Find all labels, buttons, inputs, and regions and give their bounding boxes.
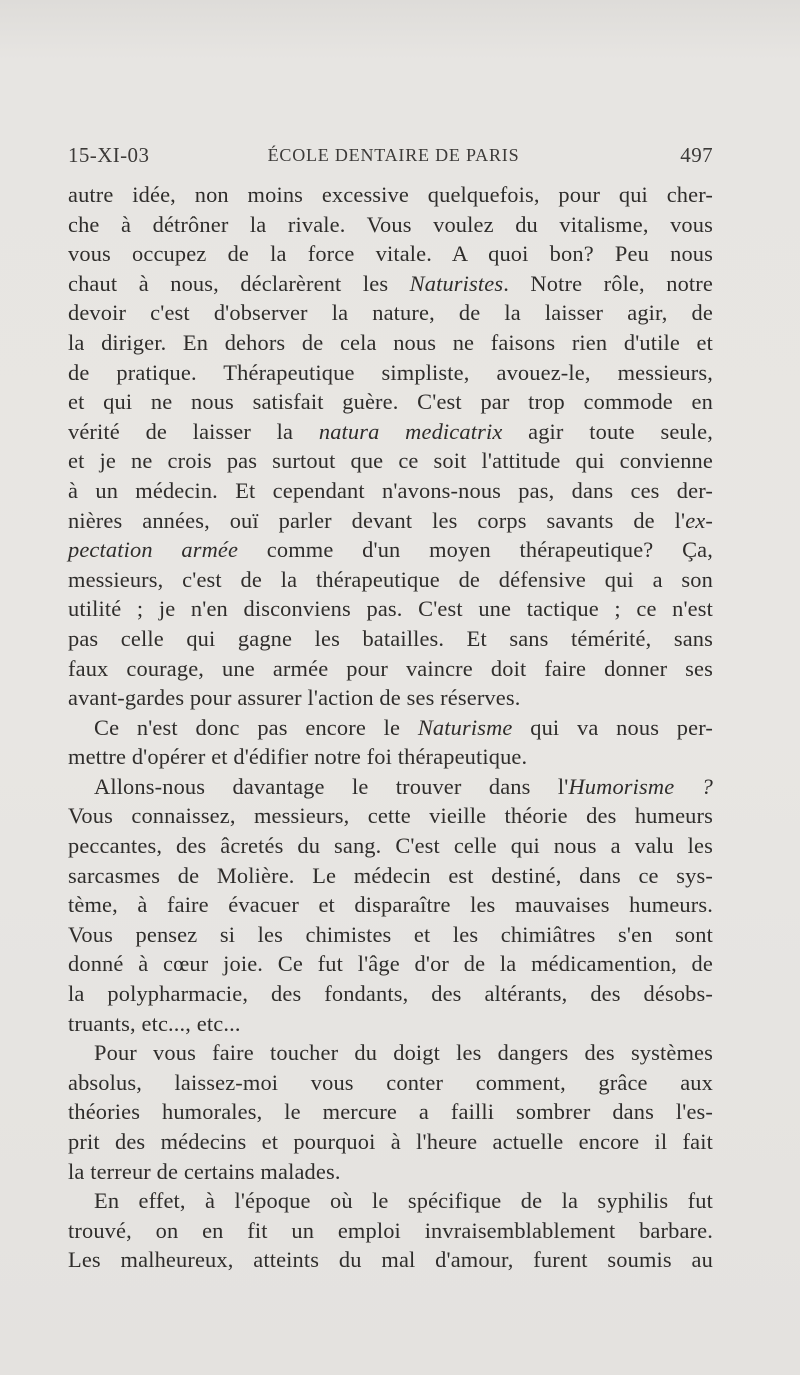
- text-line: [68, 742, 713, 772]
- text-segment: utilité ; je n'en disconviens pas. C'est une tactique ; ce n'est: [68, 596, 713, 622]
- text-segment: autre idée, non moins excessive quelquefois, pour qui cher-: [68, 182, 713, 207]
- issue-date: 15-XI-03: [68, 143, 150, 167]
- text-segment: Vous pensez si les chimistes et les chimiâtres s'en sont: [68, 921, 713, 947]
- text-segment: Vous connaissez, messieurs, cette vieille théorie des humeurs: [68, 803, 713, 829]
- text-segment: pas celle qui gagne les batailles. Et sans témérité, sans: [68, 625, 713, 651]
- text-segment: . Notre rôle, notre: [503, 270, 713, 296]
- text-line: [68, 890, 713, 920]
- text-segment: faux courage, une armée pour vaincre doit faire donner ses: [68, 655, 713, 681]
- text-segment: qui va nous per-: [512, 714, 714, 740]
- text-line: [68, 387, 713, 417]
- text-line: [68, 1186, 713, 1216]
- italic-term: Naturisme: [417, 714, 513, 740]
- text-segment: chaut à nous, déclarèrent les: [68, 270, 410, 296]
- text-line: [68, 801, 713, 831]
- text-line: [68, 239, 713, 269]
- text-line: [68, 1245, 713, 1275]
- text-segment: truants, etc..., etc...: [68, 1010, 241, 1036]
- text-line: [68, 1216, 713, 1246]
- text-segment: à un médecin. Et cependant n'avons-nous pas, dans ces der-: [68, 477, 713, 503]
- text-line: [68, 506, 713, 536]
- text-line: [68, 269, 713, 299]
- text-line: [68, 594, 713, 624]
- text-line: [68, 683, 713, 713]
- text-segment: peccantes, des âcretés du sang. C'est celle qui nous a valu les: [68, 833, 713, 859]
- text-line: [68, 328, 713, 358]
- text-segment: vous occupez de la force vitale. A quoi bon? Peu nous: [68, 241, 713, 267]
- text-line: [68, 565, 713, 595]
- text-line: [68, 1038, 713, 1068]
- text-segment: théories humorales, le mercure a failli sombrer dans l'es-: [68, 1099, 713, 1125]
- text-line: [68, 180, 713, 210]
- text-segment: agir toute seule,: [502, 418, 713, 444]
- text-segment: et qui ne nous satisfait guère. C'est par trop commode en: [68, 389, 713, 415]
- text-segment: et je ne crois pas surtout que ce soit l'attitude qui convienne: [68, 448, 713, 474]
- text-line: [68, 1157, 713, 1187]
- text-segment: vérité de laisser la: [68, 418, 319, 444]
- text-segment: de pratique. Thérapeutique simpliste, avouez-le, messieurs,: [68, 359, 713, 385]
- page-header: [68, 143, 713, 173]
- text-line: [68, 1097, 713, 1127]
- italic-term: ex-: [685, 507, 713, 533]
- text-line: [68, 210, 713, 240]
- text-segment: Allons-nous davantage le trouver dans l': [94, 773, 569, 799]
- text-line: [68, 298, 713, 328]
- text-line: [68, 979, 713, 1009]
- text-segment: la diriger. En dehors de cela nous ne faisons rien d'utile et: [68, 329, 713, 355]
- italic-term: natura medicatrix: [318, 418, 503, 444]
- text-segment: che à détrôner la rivale. Vous voulez du vitalisme, vous: [68, 211, 713, 237]
- text-line: [68, 358, 713, 388]
- text-line: [68, 446, 713, 476]
- text-segment: trouvé, on en fit un emploi invraisemblablement barbare.: [68, 1217, 713, 1243]
- text-line: [68, 624, 713, 654]
- text-line: [68, 1127, 713, 1157]
- text-segment: la polypharmacie, des fondants, des altérants, des désobs-: [68, 981, 713, 1007]
- text-line: [68, 920, 713, 950]
- italic-term: Naturistes: [409, 270, 504, 296]
- text-line: [68, 861, 713, 891]
- text-segment: tème, à faire évacuer et disparaître les mauvaises humeurs.: [68, 892, 713, 918]
- text-line: [68, 535, 713, 565]
- italic-term: pectation armée: [68, 537, 239, 563]
- text-segment: nières années, ouï parler devant les corps savants de l': [68, 507, 686, 533]
- text-segment: absolus, laissez-moi vous conter comment, grâce aux: [68, 1069, 713, 1095]
- text-line: [68, 1068, 713, 1098]
- text-line: [68, 476, 713, 506]
- body-text: [68, 180, 713, 1275]
- text-segment: prit des médecins et pourquoi à l'heure actuelle encore il fait: [68, 1129, 713, 1154]
- text-line: [68, 831, 713, 861]
- running-title: ÉCOLE DENTAIRE DE PARIS: [267, 145, 520, 165]
- text-segment: la terreur de certains malades.: [68, 1158, 341, 1184]
- text-segment: messieurs, c'est de la thérapeutique de défensive qui a son: [68, 566, 713, 592]
- text-segment: sarcasmes de Molière. Le médecin est destiné, dans ce sys-: [68, 862, 713, 888]
- text-line: [68, 1009, 713, 1039]
- page-number: 497: [680, 143, 713, 167]
- text-segment: comme d'un moyen thérapeutique? Ça,: [238, 537, 714, 563]
- text-line: [68, 713, 713, 743]
- text-line: [68, 772, 713, 802]
- text-segment: devoir c'est d'observer la nature, de la laisser agir, de: [68, 300, 713, 326]
- text-segment: En effet, à l'époque où le spécifique de la syphilis fut: [94, 1188, 713, 1214]
- text-segment: avant-gardes pour assurer l'action de ses réserves.: [68, 685, 521, 711]
- text-segment: Ce n'est donc pas encore le: [94, 714, 418, 740]
- italic-term: Humorisme ?: [568, 773, 714, 799]
- text-line: [68, 949, 713, 979]
- text-segment: mettre d'opérer et d'édifier notre foi thérapeutique.: [68, 744, 528, 770]
- text-line: [68, 654, 713, 684]
- text-segment: donné à cœur joie. Ce fut l'âge d'or de la médicamention, de: [68, 951, 713, 977]
- text-line: [68, 417, 713, 447]
- text-segment: Pour vous faire toucher du doigt les dangers des systèmes: [94, 1040, 713, 1066]
- text-segment: Les malheureux, atteints du mal d'amour, furent soumis au: [68, 1247, 713, 1273]
